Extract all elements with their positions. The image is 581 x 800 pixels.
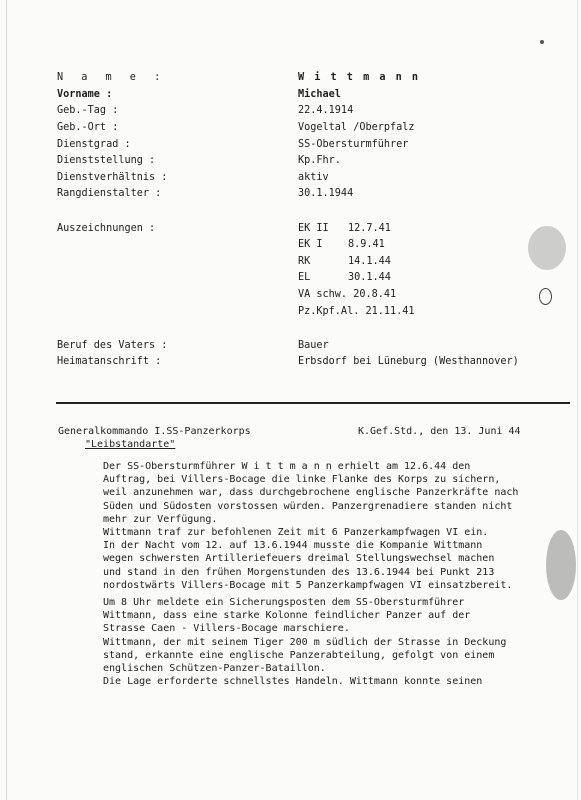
field-value-vorname: Michael: [298, 89, 341, 100]
text-line: und stand in den frühen Morgenstunden des 13.6.1944 bei Punkt 213: [103, 566, 495, 578]
award-date: 30.1.44: [348, 272, 391, 283]
report-paragraph: [103, 460, 575, 526]
text-line: Die Lage erforderte schnellstes Handeln. Wittmann konnte seinen: [103, 676, 483, 688]
report-paragraph: [103, 596, 575, 688]
field-label-vorname: Vorname :: [57, 89, 113, 100]
text-line: stand, erkannte eine englische Panzerabteilung, gefolgt von einem: [103, 649, 495, 661]
field-value-dienstgrad: SS-Obersturmführer: [298, 139, 409, 150]
father-value: Bauer: [298, 340, 329, 351]
field-label-dienststellung: Dienststellung :: [57, 155, 156, 166]
ink-blot: [528, 226, 566, 270]
report-body: [103, 460, 575, 688]
award-extra: VA schw. 20.8.41: [298, 289, 397, 300]
command-subheading: "Leibstandarte": [85, 439, 176, 450]
father-label: Beruf des Vaters :: [57, 340, 168, 351]
field-label-rangdienstalter: Rangdienstalter :: [57, 188, 162, 199]
ink-blot: [540, 40, 544, 44]
field-value-name: W i t t m a n n: [298, 72, 421, 83]
award-date: 12.7.41: [348, 223, 391, 234]
award-date: 14.1.44: [348, 256, 391, 267]
field-value-geb-ort: Vogeltal /Oberpfalz: [298, 122, 415, 133]
report-paragraph: [103, 526, 575, 592]
field-value-dienstverhaeltnis: aktiv: [298, 172, 329, 183]
field-value-rangdienstalter: 30.1.1944: [298, 188, 354, 199]
place-date: K.Gef.Std., den 13. Juni 44: [358, 426, 521, 437]
punch-mark: [539, 288, 552, 305]
field-value-dienststellung: Kp.Fhr.: [298, 155, 341, 166]
text-line: nordostwärts Villers-Bocage mit 5 Panzerkampfwagen VI einsatzbereit.: [103, 579, 513, 591]
field-value-geb-tag: 22.4.1914: [298, 105, 354, 116]
text-line: Auftrag, bei Villers-Bocage die linke Flanke des Korps zu sichern,: [103, 474, 501, 486]
award-date: 8.9.41: [348, 239, 385, 250]
text-line: wegen schwersten Artilleriefeuers dreimal Stellungswechsel machen: [103, 553, 495, 565]
field-label-dienstverhaeltnis: Dienstverhältnis :: [57, 172, 168, 183]
text-line: Strasse Caen - Villers-Bocage marschiere.: [103, 623, 350, 635]
field-label-dienstgrad: Dienstgrad :: [57, 139, 131, 150]
address-label: Heimatanschrift :: [57, 356, 162, 367]
award-abbr: EL: [298, 272, 311, 283]
field-label-geb-ort: Geb.-Ort :: [57, 122, 119, 133]
text-line: englischen Schützen-Panzer-Bataillon.: [103, 663, 326, 675]
text-line: Wittmann, dass eine starke Kolonne feindlicher Panzer auf der: [103, 610, 471, 622]
text-line: Süden und Südosten vorstossen würden. Panzergrenadiere standen nicht: [103, 500, 513, 512]
text-line: Wittmann, der mit seinem Tiger 200 m südlich der Strasse in Deckung: [103, 636, 507, 648]
text-line: In der Nacht vom 12. auf 13.6.1944 musste die Kompanie Wittmann: [103, 540, 483, 552]
address-value: Erbsdorf bei Lüneburg (Westhannover): [298, 356, 519, 367]
text-line: weil anzunehmen war, dass durchgebrochene englische Panzerkräfte nach: [103, 487, 519, 499]
field-label-name: N a m e :: [57, 72, 167, 83]
awards-label: Auszeichnungen :: [57, 223, 156, 234]
text-line: Der SS-Obersturmführer W i t t m a n n erhielt am 12.6.44 den: [103, 461, 471, 472]
award-abbr: EK II: [298, 223, 329, 234]
section-divider: [56, 402, 570, 404]
text-line: Wittmann traf zur befohlenen Zeit mit 6 Panzerkampfwagen VI ein.: [103, 527, 489, 539]
field-label-geb-tag: Geb.-Tag :: [57, 105, 119, 116]
text-line: mehr zur Verfügung.: [103, 513, 218, 525]
award-extra: Pz.Kpf.Al. 21.11.41: [298, 306, 415, 317]
text-line: Um 8 Uhr meldete ein Sicherungsposten dem SS-Obersturmführer: [103, 597, 465, 609]
command-heading: Generalkommando I.SS-Panzerkorps: [58, 426, 251, 437]
award-abbr: EK I: [298, 239, 323, 250]
award-abbr: RK: [298, 256, 311, 267]
